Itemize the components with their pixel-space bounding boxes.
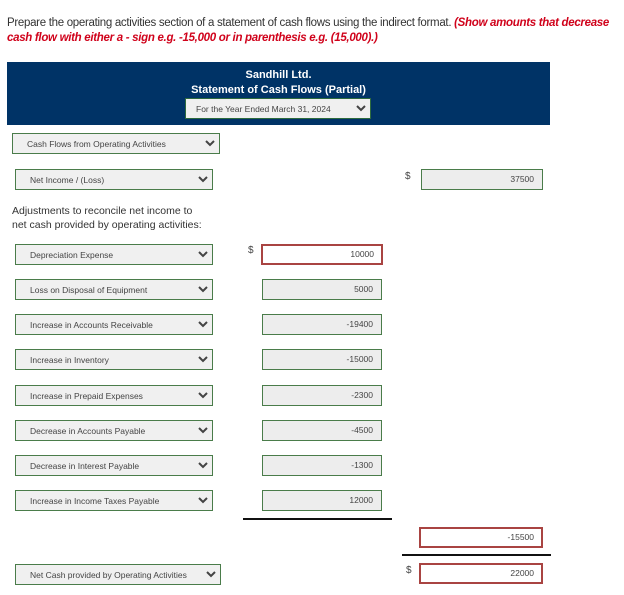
net-income-select[interactable] bbox=[15, 169, 213, 190]
adjustment-select[interactable] bbox=[15, 314, 213, 335]
adjustment-select-value: Increase in Accounts Receivable bbox=[30, 319, 153, 330]
company-name: Sandhill Ltd. bbox=[245, 69, 312, 81]
adjustment-select[interactable] bbox=[15, 490, 213, 511]
total-rule bbox=[402, 554, 551, 556]
instructions bbox=[7, 16, 617, 46]
chevron-down-icon bbox=[194, 497, 212, 504]
net-cash-select-value: Net Cash provided by Operating Activities bbox=[30, 569, 187, 580]
period-select-value: For the Year Ended March 31, 2024 bbox=[196, 103, 331, 114]
statement-title: Statement of Cash Flows (Partial) bbox=[191, 84, 366, 96]
adjustments-note-line1: Adjustments to reconcile net income to bbox=[12, 205, 193, 217]
adjustment-select[interactable] bbox=[15, 385, 213, 406]
section-select-value: Cash Flows from Operating Activities bbox=[27, 138, 166, 149]
period-select[interactable] bbox=[185, 98, 371, 119]
adjustment-amount-input[interactable]: 5000 bbox=[262, 279, 382, 300]
chevron-down-icon bbox=[194, 392, 212, 399]
chevron-down-icon bbox=[194, 356, 212, 363]
adjustment-amount-input[interactable]: -19400 bbox=[262, 314, 382, 335]
net-cash-input[interactable]: 22000 bbox=[419, 563, 543, 584]
adjustment-select[interactable] bbox=[15, 279, 213, 300]
chevron-down-icon bbox=[194, 286, 212, 293]
chevron-down-icon bbox=[202, 571, 220, 578]
adjustment-select-value: Increase in Income Taxes Payable bbox=[30, 495, 160, 506]
adjustment-select-value: Loss on Disposal of Equipment bbox=[30, 284, 148, 295]
net-cash-select[interactable] bbox=[15, 564, 221, 585]
adjustment-amount-input[interactable]: -15000 bbox=[262, 349, 382, 370]
chevron-down-icon bbox=[194, 251, 212, 258]
adjustment-select-value: Decrease in Interest Payable bbox=[30, 460, 140, 471]
adjustment-select[interactable] bbox=[15, 455, 213, 476]
net-income-select-value: Net Income / (Loss) bbox=[30, 174, 105, 185]
adjustments-note bbox=[12, 204, 202, 232]
adjustment-select-value: Increase in Inventory bbox=[30, 354, 109, 365]
total-adjustments-input[interactable]: -15500 bbox=[419, 527, 543, 548]
chevron-down-icon bbox=[194, 176, 212, 183]
currency-symbol: $ bbox=[406, 565, 412, 576]
net-income-input[interactable]: 37500 bbox=[421, 169, 543, 190]
instructions-text: Prepare the operating activities section of a statement of cash flows using the indirect format. bbox=[7, 17, 455, 29]
adjustment-select-value: Depreciation Expense bbox=[30, 249, 114, 260]
adjustment-select-value: Decrease in Accounts Payable bbox=[30, 425, 146, 436]
adjustment-amount-input[interactable]: -2300 bbox=[262, 385, 382, 406]
adjustments-note-line2: net cash provided by operating activities: bbox=[12, 219, 202, 231]
chevron-down-icon bbox=[194, 321, 212, 328]
chevron-down-icon bbox=[201, 140, 219, 147]
adjustment-amount-input[interactable]: -1300 bbox=[262, 455, 382, 476]
adjustment-amount-input[interactable]: 12000 bbox=[262, 490, 382, 511]
adjustment-select[interactable] bbox=[15, 420, 213, 441]
instructions-emphasis: (Show amounts that decrease cash flow with either a - sign e.g. -15,000 or in parenthesis e.g. (15,000).) bbox=[7, 17, 609, 44]
adjustment-select[interactable] bbox=[15, 349, 213, 370]
chevron-down-icon bbox=[352, 105, 370, 112]
currency-symbol: $ bbox=[248, 245, 254, 256]
section-select[interactable] bbox=[12, 133, 220, 154]
currency-symbol: $ bbox=[405, 171, 411, 182]
adjustment-select-value: Increase in Prepaid Expenses bbox=[30, 390, 143, 401]
chevron-down-icon bbox=[194, 427, 212, 434]
chevron-down-icon bbox=[194, 462, 212, 469]
adjustment-amount-input[interactable]: -4500 bbox=[262, 420, 382, 441]
subtotal-rule bbox=[243, 518, 392, 520]
adjustment-amount-input[interactable]: 10000 bbox=[261, 244, 383, 265]
adjustment-select[interactable] bbox=[15, 244, 213, 265]
